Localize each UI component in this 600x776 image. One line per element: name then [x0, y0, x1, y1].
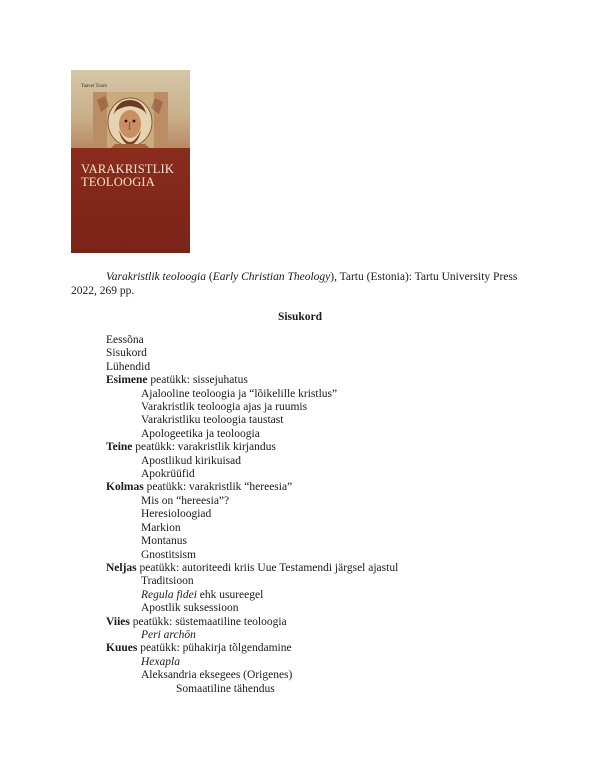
toc-section: Varakristlik teoloogia ajas ja ruumis [141, 401, 308, 414]
toc-section: Mis on “hereesia”? [141, 494, 230, 507]
citation-publication: , Tartu (Estonia): Tartu University Press 2022, 269 pp. [71, 271, 518, 297]
toc-entry: Eessõna [106, 334, 144, 346]
toc-section: Apostlik suksessioon [141, 602, 239, 615]
toc-section: Heresioloogiad [141, 508, 212, 521]
toc-heading: Sisukord [277, 311, 323, 323]
toc-chapter: Viies peatükk: süstemaatiline teoloogia [106, 615, 287, 628]
book-cover [71, 70, 190, 253]
citation-title-et: Varakristlik teoloogia [106, 271, 206, 283]
toc-section: Gnostitsism [141, 548, 196, 561]
citation-title-en: Early Christian Theology [212, 271, 331, 283]
toc-section: Apokrüüfid [141, 468, 195, 481]
toc-subsection: Somaatiline tähendus [176, 682, 275, 695]
toc-section: Aleksandria eksegees (Origenes) [141, 669, 293, 682]
cover-title-line2: TEOLOOGIA [81, 175, 156, 189]
toc-entry: Sisukord [106, 347, 147, 360]
bibliographic-citation: Varakristlik teoloogia (Early Christian Theology), Tartu (Estonia): Tartu University Press 2022, 269 pp. [71, 271, 518, 297]
cover-author: Taavet Toom [81, 84, 108, 89]
toc-chapter: Neljas peatükk: autoriteedi kriis Uue Testamendi järgsel ajastul [106, 561, 399, 574]
toc-section: Hexapla [141, 655, 180, 668]
christ-fresco-image [93, 92, 168, 156]
toc-chapter: Kuues peatükk: pühakirja tõlgendamine [106, 642, 292, 655]
toc-section: Markion [141, 521, 181, 534]
cover-title [81, 163, 186, 189]
toc-chapter: Esimene peatükk: sissejuhatus [106, 374, 248, 387]
toc-section: Montanus [141, 535, 187, 548]
toc-section: Regula fidei ehk usureegel [141, 588, 264, 601]
toc-section: Peri archōn [141, 628, 196, 641]
toc-entry: Lühendid [106, 360, 151, 373]
toc-chapter: Kolmas peatükk: varakristlik “hereesia” [106, 481, 293, 494]
toc-section: Varakristliku teoloogia taustast [141, 414, 284, 427]
toc-section: Apologeetika ja teoloogia [141, 427, 260, 440]
toc-chapter: Teine peatükk: varakristlik kirjandus [106, 441, 276, 454]
toc-section: Ajalooline teoloogia ja “lõikelille kristlus” [141, 387, 338, 400]
table-of-contents [106, 334, 546, 696]
cover-title-line1: VARAKRISTLIK [81, 162, 175, 176]
toc-section: Apostlikud kirikuisad [141, 454, 241, 467]
toc-section: Traditsioon [141, 575, 194, 588]
